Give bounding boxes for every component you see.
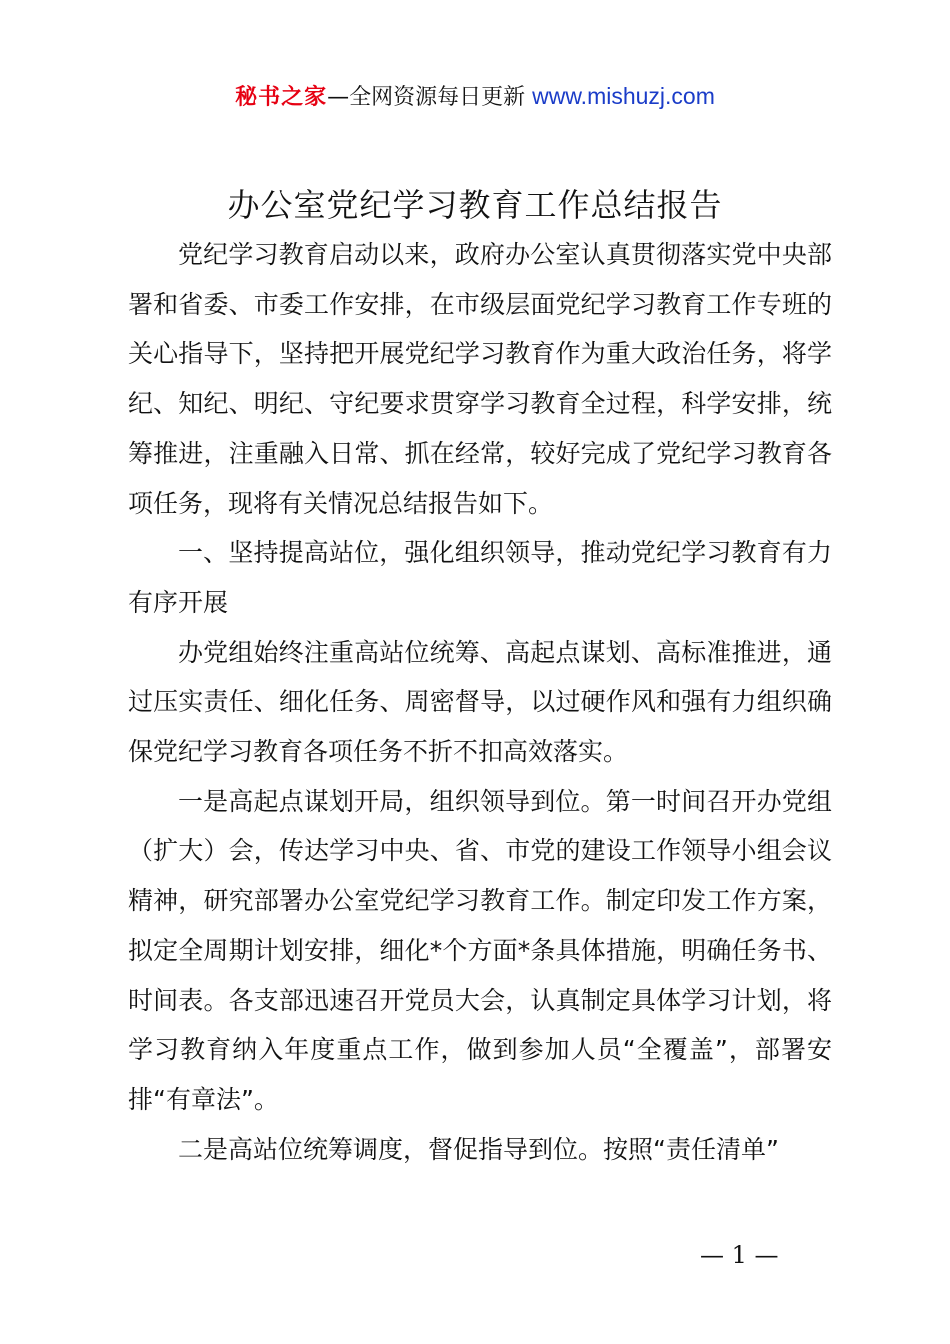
paragraph: 二是高站位统筹调度，督促指导到位。按照“责任清单” xyxy=(178,1134,779,1164)
section-heading: 一、坚持提高站位，强化组织领导，推动党纪学习教育有力有序开展 xyxy=(128,538,832,617)
paragraph: 一是高起点谋划开局，组织领导到位。第一时间召开办党组（扩大）会，传达学习中央、省、市党的建设工作领导小组会议精神，研究部署办公室党纪学习教育工作。制定印发工作方案，拟定全周期计划安排，细化*个方面*条具体措施，明确任务书、时间表。各支部迅速召开党员大会，认真制定具体学习计划，将学习教育纳入年度重点工作，做到参加人员“全覆盖”，部署安排“有章法”。 xyxy=(128,786,832,1114)
paragraph: 办党组始终注重高站位统筹、高起点谋划、高标准推进，通过压实责任、细化任务、周密督导，以过硬作风和强有力组织确保党纪学习教育各项任务不折不扣高效落实。 xyxy=(128,637,832,767)
paragraph: 党纪学习教育启动以来，政府办公室认真贯彻落实党中央部署和省委、市委工作安排，在市级层面党纪学习教育工作专班的关心指导下，坚持把开展党纪学习教育作为重大政治任务，将学纪、知纪、明纪、守纪要求贯穿学习教育全过程，科学安排，统筹推进，注重融入日常、抓在经常，较好完成了党纪学习教育各项任务，现将有关情况总结报告如下。 xyxy=(128,240,832,518)
site-header xyxy=(0,80,950,114)
page-number: — 1 — xyxy=(700,1241,779,1269)
document-body xyxy=(128,230,832,1174)
brand-name: 秘书之家 xyxy=(235,85,328,110)
document-title: 办公室党纪学习教育工作总结报告 xyxy=(227,186,723,224)
site-slogan: —全网资源每日更新 xyxy=(327,85,526,110)
site-url-link[interactable]: www.mishuzj.com xyxy=(532,83,715,109)
